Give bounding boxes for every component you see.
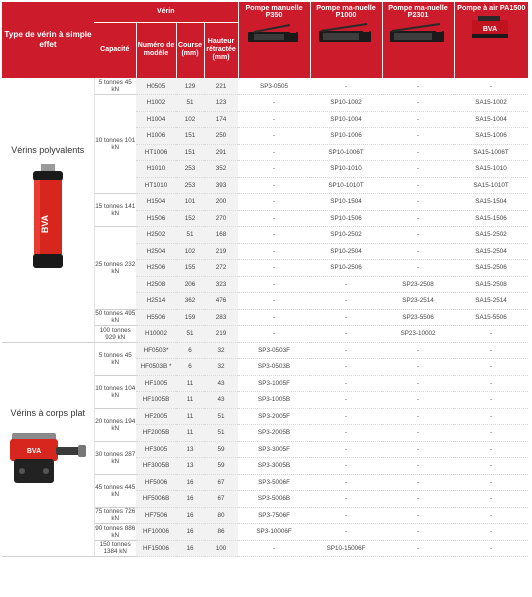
model-number-cell: HF1005B xyxy=(136,392,176,409)
pump-p2301-cell: - xyxy=(382,524,454,541)
pump-pa1500-cell: SA15-2504 xyxy=(454,243,528,260)
pump-p350-cell: - xyxy=(238,111,310,128)
pump-pa1500-cell: SA15-2514 xyxy=(454,293,528,310)
capacity-cell: 10 tonnes 101 kN xyxy=(94,95,136,194)
pump-p1000-cell: - xyxy=(310,507,382,524)
pump-p1000-cell: - xyxy=(310,408,382,425)
retracted-height-cell: 219 xyxy=(204,243,238,260)
model-number-cell: HF10006 xyxy=(136,524,176,541)
flat-body-cylinder-icon xyxy=(8,425,88,489)
stroke-cell: 101 xyxy=(176,194,204,211)
retracted-height-cell: 67 xyxy=(204,491,238,508)
model-number-cell: H1506 xyxy=(136,210,176,227)
model-number-cell: H10002 xyxy=(136,326,176,343)
stroke-cell: 11 xyxy=(176,392,204,409)
pump-p2301-cell: - xyxy=(382,392,454,409)
pump-pa1500-cell: SA15-5506 xyxy=(454,309,528,326)
pump-p2301-cell: - xyxy=(382,78,454,95)
retracted-height-cell: 43 xyxy=(204,375,238,392)
header-pump-label: Pompe ma-nuelle P1000 xyxy=(316,3,376,20)
pump-p2301-cell: SP23-2514 xyxy=(382,293,454,310)
cylinder-pump-compatibility-table xyxy=(2,2,528,557)
pump-p350-cell: SP3-1005B xyxy=(238,392,310,409)
model-number-cell: H2508 xyxy=(136,276,176,293)
stroke-cell: 129 xyxy=(176,78,204,95)
pump-p2301-cell: SP23-10002 xyxy=(382,326,454,343)
pump-p2301-cell: - xyxy=(382,144,454,161)
stroke-cell: 151 xyxy=(176,144,204,161)
pump-p350-cell: - xyxy=(238,177,310,194)
pump-p1000-cell: SP10-2504 xyxy=(310,243,382,260)
model-number-cell: H1504 xyxy=(136,194,176,211)
pump-p350-cell: SP3-5006F xyxy=(238,474,310,491)
stroke-cell: 11 xyxy=(176,425,204,442)
brand-logo-text: BVA xyxy=(39,215,50,234)
retracted-height-cell: 174 xyxy=(204,111,238,128)
retracted-height-cell: 283 xyxy=(204,309,238,326)
retracted-height-cell: 123 xyxy=(204,95,238,112)
pump-pa1500-cell: SA15-1506 xyxy=(454,210,528,227)
table-row xyxy=(2,78,528,95)
header-pump-label: Pompe à air PA1500 xyxy=(457,3,526,12)
pump-p1000-cell: SP10-2502 xyxy=(310,227,382,244)
general-purpose-cylinder-icon xyxy=(30,162,66,272)
stroke-cell: 151 xyxy=(176,128,204,145)
retracted-height-cell: 200 xyxy=(204,194,238,211)
retracted-height-cell: 59 xyxy=(204,441,238,458)
retracted-height-cell: 476 xyxy=(204,293,238,310)
stroke-cell: 159 xyxy=(176,309,204,326)
pump-p1000-cell: - xyxy=(310,359,382,376)
pump-p1000-cell: SP10-15006F xyxy=(310,540,382,557)
pump-p1000-cell: SP10-1002 xyxy=(310,95,382,112)
pump-p1000-cell: SP10-1010 xyxy=(310,161,382,178)
pump-p350-cell: SP3-2005B xyxy=(238,425,310,442)
pump-pa1500-cell: SA15-2506 xyxy=(454,260,528,277)
stroke-cell: 51 xyxy=(176,326,204,343)
capacity-cell: 90 tonnes 886 kN xyxy=(95,524,136,539)
retracted-height-cell: 352 xyxy=(204,161,238,178)
pump-p2301-cell: - xyxy=(382,359,454,376)
pump-p1000-cell: - xyxy=(310,441,382,458)
pump-p1000-cell: - xyxy=(310,342,382,359)
header-pump-pa1500 xyxy=(454,2,528,78)
pump-pa1500-cell: - xyxy=(454,408,528,425)
pump-p2301-cell: - xyxy=(382,474,454,491)
retracted-height-cell: 80 xyxy=(204,507,238,524)
pump-pa1500-cell: - xyxy=(454,342,528,359)
pump-pa1500-cell: - xyxy=(454,392,528,409)
pump-p2301-cell: - xyxy=(382,161,454,178)
pump-pa1500-cell: - xyxy=(454,458,528,475)
retracted-height-cell: 51 xyxy=(204,425,238,442)
model-number-cell: HF3005B xyxy=(136,458,176,475)
model-number-cell: HF0503* xyxy=(136,342,176,359)
model-number-cell: H1010 xyxy=(136,161,176,178)
pump-p350-cell: SP3-2005F xyxy=(238,408,310,425)
pump-pa1500-cell: - xyxy=(454,359,528,376)
model-number-cell: H1004 xyxy=(136,111,176,128)
stroke-cell: 253 xyxy=(176,161,204,178)
stroke-cell: 16 xyxy=(176,524,204,541)
pump-p1000-cell: - xyxy=(310,474,382,491)
pump-p2301-cell: - xyxy=(382,540,454,557)
pump-pa1500-cell: - xyxy=(454,507,528,524)
stroke-cell: 16 xyxy=(176,491,204,508)
model-number-cell: H0505 xyxy=(136,78,176,95)
pump-p1000-cell: - xyxy=(310,375,382,392)
model-number-cell: HF2005 xyxy=(136,408,176,425)
pump-p1000-cell: SP10-1504 xyxy=(310,194,382,211)
pump-p350-cell: - xyxy=(238,128,310,145)
capacity-cell: 75 tonnes 726 kN xyxy=(95,508,136,523)
model-number-cell: H2504 xyxy=(136,243,176,260)
model-number-cell: H2502 xyxy=(136,227,176,244)
stroke-cell: 13 xyxy=(176,441,204,458)
retracted-height-cell: 32 xyxy=(204,359,238,376)
pump-p1000-cell: - xyxy=(310,276,382,293)
model-number-cell: HF1005 xyxy=(136,375,176,392)
pump-p2301-cell: - xyxy=(382,128,454,145)
pump-p350-cell: - xyxy=(238,194,310,211)
retracted-height-cell: 291 xyxy=(204,144,238,161)
pump-p2301-cell: - xyxy=(382,243,454,260)
pump-pa1500-cell: - xyxy=(454,540,528,557)
pump-p1000-cell: - xyxy=(310,309,382,326)
retracted-height-cell: 221 xyxy=(204,78,238,95)
hand-pump-icon xyxy=(246,22,302,44)
stroke-cell: 11 xyxy=(176,408,204,425)
stroke-cell: 16 xyxy=(176,540,204,557)
pump-p2301-cell: - xyxy=(382,491,454,508)
retracted-height-cell: 86 xyxy=(204,524,238,541)
retracted-height-cell: 43 xyxy=(204,392,238,409)
header-type: Type de vérin à simple effet xyxy=(2,2,94,78)
pump-p1000-cell: - xyxy=(310,78,382,95)
model-number-cell: H1002 xyxy=(136,95,176,112)
pump-p1000-cell: SP10-1006T xyxy=(310,144,382,161)
pump-p1000-cell: - xyxy=(310,491,382,508)
stroke-cell: 51 xyxy=(176,227,204,244)
model-number-cell: HF7506 xyxy=(136,507,176,524)
header-pump-p350 xyxy=(238,2,310,78)
pump-pa1500-cell: SA15-2508 xyxy=(454,276,528,293)
pump-pa1500-cell: - xyxy=(454,375,528,392)
pump-p350-cell: SP3-0503B xyxy=(238,359,310,376)
capacity-cell: 30 tonnes 287 kN xyxy=(94,441,136,474)
model-number-cell: HF0503B * xyxy=(136,359,176,376)
pump-p2301-cell: - xyxy=(382,177,454,194)
pump-p1000-cell: SP10-1004 xyxy=(310,111,382,128)
pump-p2301-cell: SP23-2508 xyxy=(382,276,454,293)
retracted-height-cell: 100 xyxy=(204,540,238,557)
stroke-cell: 16 xyxy=(176,507,204,524)
pump-p1000-cell: SP10-2506 xyxy=(310,260,382,277)
pump-pa1500-cell: - xyxy=(454,425,528,442)
pump-p2301-cell: - xyxy=(382,425,454,442)
pump-p1000-cell: - xyxy=(310,425,382,442)
model-number-cell: H1006 xyxy=(136,128,176,145)
pump-p2301-cell: - xyxy=(382,227,454,244)
pump-p350-cell: - xyxy=(238,260,310,277)
retracted-height-cell: 32 xyxy=(204,342,238,359)
pump-p2301-cell: - xyxy=(382,111,454,128)
pump-p350-cell: - xyxy=(238,540,310,557)
pump-p350-cell: - xyxy=(238,276,310,293)
pump-p350-cell: SP3-10006F xyxy=(238,524,310,541)
capacity-cell: 10 tonnes 104 kN xyxy=(94,375,136,408)
retracted-height-cell: 59 xyxy=(204,458,238,475)
pump-pa1500-cell: SA15-1002 xyxy=(454,95,528,112)
capacity-cell: 15 tonnes 141 kN xyxy=(94,194,136,227)
pump-pa1500-cell: SA15-1006T xyxy=(454,144,528,161)
pump-p350-cell: - xyxy=(238,144,310,161)
section-type-cell xyxy=(2,342,94,557)
retracted-height-cell: 219 xyxy=(204,326,238,343)
section-type-label: Vérins à corps plat xyxy=(10,407,86,418)
pump-p2301-cell: - xyxy=(382,260,454,277)
capacity-cell: 20 tonnes 194 kN xyxy=(94,408,136,441)
pump-p2301-cell: - xyxy=(382,95,454,112)
capacity-cell: 50 tonnes 495 kN xyxy=(95,310,136,325)
pump-pa1500-cell: SA15-2502 xyxy=(454,227,528,244)
pump-p1000-cell: SP10-1506 xyxy=(310,210,382,227)
pump-p350-cell: - xyxy=(238,293,310,310)
retracted-height-cell: 393 xyxy=(204,177,238,194)
capacity-cell: 5 tonnes 45 kN xyxy=(94,78,136,95)
pump-p350-cell: SP3-7506F xyxy=(238,507,310,524)
retracted-height-cell: 51 xyxy=(204,408,238,425)
stroke-cell: 6 xyxy=(176,359,204,376)
retracted-height-cell: 250 xyxy=(204,128,238,145)
pump-pa1500-cell: SA15-1010 xyxy=(454,161,528,178)
capacity-cell: 150 tonnes 1384 kN xyxy=(94,540,136,557)
pump-p2301-cell: - xyxy=(382,408,454,425)
pump-p2301-cell: - xyxy=(382,458,454,475)
hand-pump-icon xyxy=(388,22,448,44)
stroke-cell: 6 xyxy=(176,342,204,359)
pump-p2301-cell: - xyxy=(382,194,454,211)
pump-p350-cell: - xyxy=(238,161,310,178)
pump-p1000-cell: - xyxy=(310,392,382,409)
model-number-cell: H2506 xyxy=(136,260,176,277)
pump-pa1500-cell: SA15-1006 xyxy=(454,128,528,145)
stroke-cell: 11 xyxy=(176,375,204,392)
brand-logo-text: BVA xyxy=(483,26,498,34)
pump-pa1500-cell: SA15-1504 xyxy=(454,194,528,211)
model-number-cell: HF2005B xyxy=(136,425,176,442)
header-pump-p2301 xyxy=(382,2,454,78)
header-pump-label: Pompe manuelle P350 xyxy=(245,3,303,20)
pump-p1000-cell: - xyxy=(310,458,382,475)
air-pump-icon xyxy=(468,14,514,40)
header-course: Course (mm) xyxy=(176,22,204,78)
pump-p1000-cell: SP10-1006 xyxy=(310,128,382,145)
capacity-cell: 45 tonnes 445 kN xyxy=(94,474,136,507)
pump-pa1500-cell: - xyxy=(454,78,528,95)
model-number-cell: HT1006 xyxy=(136,144,176,161)
pump-p350-cell: SP3-0505 xyxy=(238,78,310,95)
pump-p350-cell: SP3-3005F xyxy=(238,441,310,458)
pump-p350-cell: - xyxy=(238,210,310,227)
retracted-height-cell: 168 xyxy=(204,227,238,244)
pump-p350-cell: - xyxy=(238,227,310,244)
header-capacite: Capacité xyxy=(94,22,136,78)
pump-p350-cell: - xyxy=(238,309,310,326)
hand-pump-icon xyxy=(317,22,375,44)
model-number-cell: HF5006B xyxy=(136,491,176,508)
pump-pa1500-cell: SA15-1004 xyxy=(454,111,528,128)
retracted-height-cell: 272 xyxy=(204,260,238,277)
retracted-height-cell: 270 xyxy=(204,210,238,227)
pump-p350-cell: - xyxy=(238,243,310,260)
stroke-cell: 155 xyxy=(176,260,204,277)
stroke-cell: 13 xyxy=(176,458,204,475)
pump-p1000-cell: - xyxy=(310,524,382,541)
pump-p2301-cell: - xyxy=(382,507,454,524)
retracted-height-cell: 67 xyxy=(204,474,238,491)
model-number-cell: HF5006 xyxy=(136,474,176,491)
pump-p1000-cell: SP10-1010T xyxy=(310,177,382,194)
pump-p350-cell: SP3-0503F xyxy=(238,342,310,359)
stroke-cell: 206 xyxy=(176,276,204,293)
table-row xyxy=(2,342,528,359)
retracted-height-cell: 323 xyxy=(204,276,238,293)
header-pump-label: Pompe ma-nuelle P2301 xyxy=(388,3,448,20)
pump-p350-cell: - xyxy=(238,95,310,112)
model-number-cell: H5506 xyxy=(136,309,176,326)
pump-p1000-cell: - xyxy=(310,293,382,310)
pump-p1000-cell: - xyxy=(310,326,382,343)
pump-pa1500-cell: - xyxy=(454,474,528,491)
pump-p350-cell: - xyxy=(238,326,310,343)
pump-pa1500-cell: - xyxy=(454,524,528,541)
header-verin-group: Vérin xyxy=(94,2,238,22)
section-type-cell xyxy=(2,78,94,342)
pump-p2301-cell: - xyxy=(382,441,454,458)
brand-logo-text: BVA xyxy=(26,447,41,455)
pump-pa1500-cell: - xyxy=(454,491,528,508)
table-body xyxy=(2,78,528,557)
pump-p350-cell: SP3-1005F xyxy=(238,375,310,392)
header-numero-modele: Numéro de modèle xyxy=(136,22,176,78)
capacity-cell: 5 tonnes 45 kN xyxy=(94,342,136,375)
pump-pa1500-cell: - xyxy=(454,441,528,458)
model-number-cell: HF3005 xyxy=(136,441,176,458)
pump-pa1500-cell: SA15-1010T xyxy=(454,177,528,194)
stroke-cell: 51 xyxy=(176,95,204,112)
capacity-cell: 25 tonnes 232 kN xyxy=(94,227,136,310)
stroke-cell: 253 xyxy=(176,177,204,194)
pump-p2301-cell: SP23-5506 xyxy=(382,309,454,326)
stroke-cell: 152 xyxy=(176,210,204,227)
header-hauteur: Hauteur rétractée (mm) xyxy=(204,22,238,78)
stroke-cell: 102 xyxy=(176,111,204,128)
pump-p2301-cell: - xyxy=(382,375,454,392)
capacity-cell: 100 tonnes 929 kN xyxy=(94,326,136,343)
pump-p2301-cell: - xyxy=(382,210,454,227)
pump-pa1500-cell: - xyxy=(454,326,528,343)
header-pump-p1000 xyxy=(310,2,382,78)
stroke-cell: 362 xyxy=(176,293,204,310)
stroke-cell: 16 xyxy=(176,474,204,491)
section-type-label: Vérins polyvalents xyxy=(11,145,85,156)
pump-p350-cell: SP3-3005B xyxy=(238,458,310,475)
model-number-cell: H2514 xyxy=(136,293,176,310)
model-number-cell: HT1010 xyxy=(136,177,176,194)
pump-p350-cell: SP3-5006B xyxy=(238,491,310,508)
pump-p2301-cell: - xyxy=(382,342,454,359)
model-number-cell: HF15006 xyxy=(136,540,176,557)
stroke-cell: 102 xyxy=(176,243,204,260)
